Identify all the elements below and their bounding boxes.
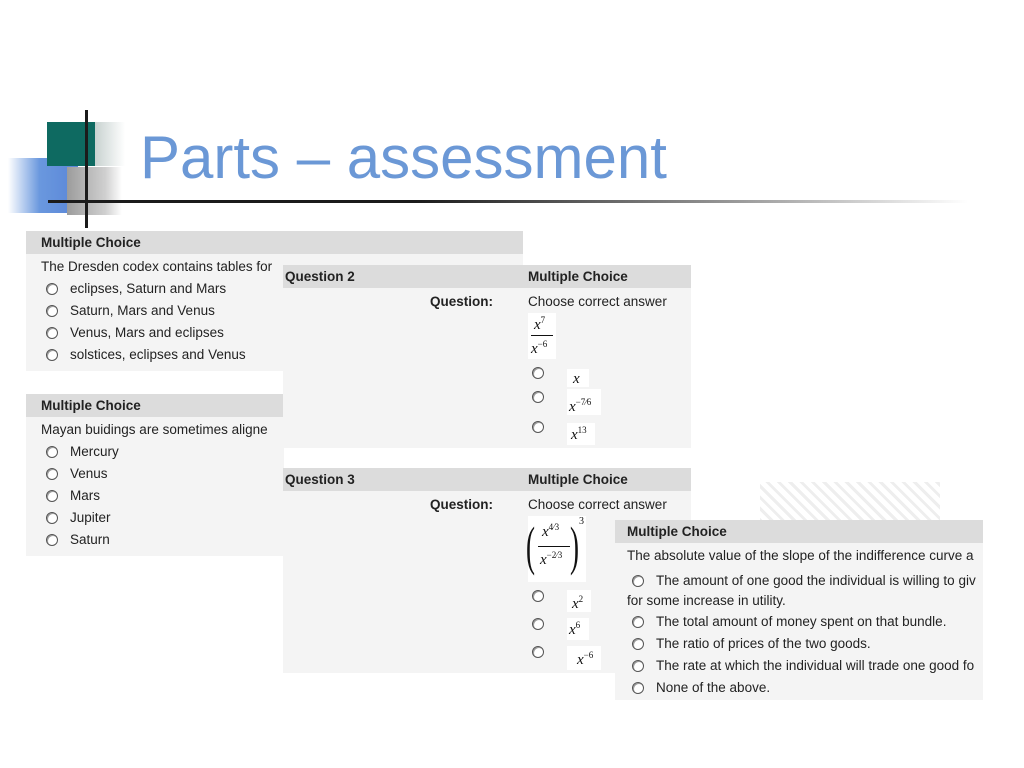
decor-fade-square	[95, 122, 125, 166]
radio-button[interactable]	[46, 305, 58, 317]
decor-gray-square	[67, 167, 122, 215]
background-graphic	[760, 482, 940, 522]
radio-button[interactable]	[632, 616, 644, 628]
answer-expression: $x^{-7⁄6}$	[569, 397, 592, 415]
radio-button[interactable]	[532, 367, 544, 379]
radio-button[interactable]	[532, 421, 544, 433]
option-label: Mars	[70, 488, 100, 503]
question-prompt: Choose correct answer	[528, 497, 667, 512]
radio-button[interactable]	[46, 512, 58, 524]
option-row[interactable]	[41, 485, 269, 507]
option-row[interactable]	[41, 507, 269, 529]
option-label: The rate at which the individual will trade one good fo	[656, 658, 975, 673]
option-label: eclipses, Saturn and Mars	[70, 281, 227, 296]
option-label: Venus, Mars and eclipses	[70, 325, 224, 340]
option-label: The amount of one good the individual is willing to giv	[656, 573, 976, 588]
option-label: The ratio of prices of the two goods.	[656, 636, 871, 651]
option-row[interactable]	[627, 633, 971, 655]
radio-button[interactable]	[46, 349, 58, 361]
answer-expression: x	[573, 371, 580, 387]
slide-title: Parts – assessment	[140, 124, 667, 191]
question-header	[283, 468, 691, 491]
answer-expression: $x^{13}$	[571, 425, 587, 443]
question-label: Question:	[430, 497, 493, 512]
outer-exponent: 3	[579, 516, 584, 527]
radio-button[interactable]	[532, 618, 544, 630]
answer-expression: $x^2$	[572, 594, 584, 612]
question-label: Question:	[430, 294, 493, 309]
expression-denominator: $x^{-6}$	[531, 339, 548, 357]
question-header	[283, 265, 691, 288]
option-row[interactable]	[627, 611, 971, 633]
option-row[interactable]	[41, 441, 269, 463]
option-label: Saturn	[70, 532, 110, 547]
radio-button[interactable]	[46, 446, 58, 458]
question-type: Multiple Choice	[528, 269, 628, 284]
question-panel-2	[283, 265, 691, 448]
option-label: Jupiter	[70, 510, 111, 525]
fraction-bar	[531, 335, 553, 336]
quiz-panel-indifference	[615, 520, 983, 700]
option-row[interactable]	[41, 463, 269, 485]
decor-vertical-line	[85, 110, 88, 228]
radio-button[interactable]	[46, 468, 58, 480]
radio-button[interactable]	[632, 660, 644, 672]
right-paren: )	[570, 516, 579, 576]
question-text: The Dresden codex contains tables for	[41, 259, 273, 274]
panel-header: Multiple Choice	[26, 231, 523, 254]
expression-numerator: $x^{4⁄3}$	[542, 522, 560, 540]
option-label: The total amount of money spent on that bundle.	[656, 614, 947, 629]
option-label: Mercury	[70, 444, 119, 459]
option-label: Saturn, Mars and Venus	[70, 303, 215, 318]
fraction-bar	[538, 546, 570, 547]
option-label: solstices, eclipses and Venus	[70, 347, 246, 362]
option-label-continued: for some increase in utility.	[627, 593, 786, 608]
question-number: Question 3	[285, 472, 355, 487]
question-prompt: Choose correct answer	[528, 294, 667, 309]
question-text: Mayan buidings are sometimes aligne	[41, 422, 268, 437]
expression-numerator: $x^7$	[534, 315, 546, 333]
radio-button[interactable]	[632, 575, 644, 587]
radio-button[interactable]	[532, 391, 544, 403]
answer-expression: $x^{-6}$	[577, 650, 594, 668]
expression-denominator: $x^{-2⁄3}$	[540, 550, 563, 568]
option-row[interactable]	[627, 655, 975, 677]
option-row[interactable]	[627, 571, 976, 591]
option-label: Venus	[70, 466, 108, 481]
radio-button[interactable]	[632, 638, 644, 650]
answer-expression: $x^6$	[569, 620, 581, 638]
panel-header: Multiple Choice	[615, 520, 983, 543]
question-number: Question 2	[285, 269, 355, 284]
left-paren: (	[526, 516, 535, 576]
question-type: Multiple Choice	[528, 472, 628, 487]
option-row[interactable]	[41, 529, 269, 551]
radio-button[interactable]	[46, 490, 58, 502]
radio-button[interactable]	[46, 283, 58, 295]
option-row[interactable]	[627, 677, 971, 699]
question-text: The absolute value of the slope of the indifference curve a	[627, 548, 974, 563]
quiz-panel-mayan	[26, 394, 284, 556]
radio-button[interactable]	[532, 646, 544, 658]
option-label: None of the above.	[656, 680, 771, 695]
radio-button[interactable]	[632, 682, 644, 694]
radio-button[interactable]	[532, 590, 544, 602]
radio-button[interactable]	[46, 327, 58, 339]
radio-button[interactable]	[46, 534, 58, 546]
title-underline	[48, 200, 968, 203]
panel-header: Multiple Choice	[26, 394, 284, 417]
